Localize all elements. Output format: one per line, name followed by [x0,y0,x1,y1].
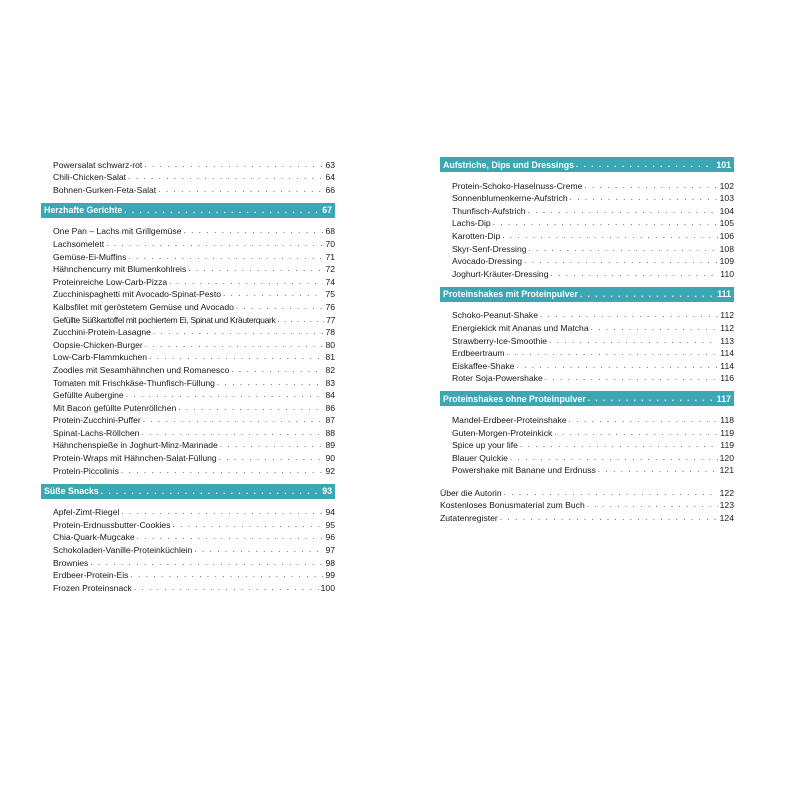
toc-entry[interactable] [41,530,335,543]
dot-leader [126,390,324,400]
page-number: 66 [325,184,335,195]
entry-title: Gefüllte Aubergine [53,390,124,401]
page-number: 104 [719,205,734,216]
page-number: 76 [325,301,335,312]
toc-entry[interactable] [41,262,335,275]
page-number: 67 [322,205,332,216]
entry-title: Süße Snacks [44,486,99,497]
dot-leader [141,428,323,438]
toc-entry[interactable] [41,580,335,593]
toc-entry[interactable] [41,413,335,426]
entry-title: Zutatenregister [440,513,498,524]
toc-entry[interactable] [440,308,734,321]
entry-title: Strawberry-Ice-Smoothie [452,335,548,346]
dot-leader [149,352,323,362]
dot-leader [545,373,719,383]
dot-leader [231,365,323,375]
page-number: 82 [325,364,335,375]
toc-entry-back-matter[interactable] [440,498,734,511]
toc-entry[interactable] [440,333,734,346]
dot-leader [178,403,323,413]
entry-title: Zucchini-Protein-Lasagne [53,327,151,338]
page-number: 78 [325,327,335,338]
entry-title: Apfel-Zimt-Riegel [53,507,120,518]
dot-leader [236,302,324,312]
page-number: 112 [720,322,734,333]
dot-leader [188,264,323,274]
page-number: 106 [719,230,734,241]
toc-entry[interactable] [440,203,734,216]
dot-leader [598,465,718,475]
page-number: 70 [325,238,335,249]
page-number: 112 [720,310,734,321]
page-number: 99 [325,570,335,581]
dot-leader [591,323,719,333]
dot-leader [550,269,718,279]
dot-leader [128,252,323,262]
section-header-suesse-snacks[interactable] [41,484,335,499]
toc-entry[interactable] [41,337,335,350]
dot-leader [106,239,323,249]
spacer [440,475,734,485]
toc-entry[interactable] [41,463,335,476]
page-number: 114 [720,348,734,359]
page-number: 110 [720,268,734,279]
toc-entry[interactable] [41,555,335,568]
dot-leader [528,206,718,216]
section-header-proteinshakes-mit[interactable] [440,287,734,302]
toc-entry[interactable] [41,224,335,237]
toc-entry[interactable] [440,438,734,451]
toc-entry[interactable] [41,517,335,530]
entry-title: Guten-Morgen-Proteinkick [452,427,553,438]
page-number: 95 [325,519,335,530]
entry-title: Herzhafte Gerichte [44,205,123,216]
dot-leader [520,440,718,450]
entry-title: Sonnenblumenkerne-Aufstrich [452,193,568,204]
dot-leader [569,415,719,425]
dot-leader [217,378,324,388]
entry-title: Oopsie-Chicken-Burger [53,339,143,350]
toc-entry[interactable] [440,412,734,425]
toc-entry[interactable] [440,371,734,384]
page-number: 103 [719,193,734,204]
section-header-proteinshakes-ohne[interactable] [440,391,734,406]
dot-leader [90,558,323,568]
toc-entry[interactable] [440,346,734,359]
entry-title: Schoko-Peanut-Shake [452,310,538,321]
toc-entry[interactable] [41,274,335,287]
entry-title: Proteinshakes ohne Proteinpulver [443,393,586,404]
entry-title: Chili-Chicken-Salat [53,172,127,183]
toc-entry[interactable] [440,425,734,438]
dot-leader [158,185,323,195]
section-header-aufstriche[interactable] [440,157,734,172]
page-number: 74 [325,276,335,287]
entry-title: Roter Soja-Powershake [452,373,543,384]
entry-title: Protein-Erdnussbutter-Cookies [53,519,171,530]
toc-entry[interactable] [440,241,734,254]
toc-entry[interactable] [41,438,335,451]
toc-entry-back-matter[interactable] [440,510,734,523]
entry-title: Kostenloses Bonusmaterial zum Buch [440,500,585,511]
entry-title: Energiekick mit Ananas und Matcha [452,322,589,333]
page-number: 101 [716,159,731,170]
dot-leader [144,160,323,170]
toc-entry[interactable] [440,228,734,241]
entry-title: Eiskaffee-Shake [452,360,515,371]
page-number: 98 [325,557,335,568]
dot-leader [580,290,715,299]
toc-entry[interactable] [41,375,335,388]
page-number: 116 [720,373,734,384]
entry-title: Tomaten mit Frischkäse-Thunfisch-Füllung [53,377,215,388]
entry-title: Joghurt-Kräuter-Dressing [452,268,549,279]
toc-column-right [440,157,734,523]
toc-entry[interactable] [440,266,734,279]
page-number: 77 [326,314,335,325]
page-number: 111 [717,289,731,300]
toc-entry[interactable] [41,299,335,312]
page-number: 75 [325,289,335,300]
toc-entry[interactable] [440,191,734,204]
dot-leader [493,218,718,228]
entry-title: Avocado-Dressing [452,256,523,267]
page-number: 83 [325,377,335,388]
entry-title: Erdbeertraum [452,348,505,359]
dot-leader [101,487,320,496]
toc-entry[interactable] [440,254,734,267]
page-number: 81 [325,352,335,363]
dot-leader [510,453,718,463]
entry-title: Karotten-Dip [452,230,501,241]
page-number: 86 [325,402,335,413]
page-number: 90 [325,453,335,464]
entry-title: One Pan – Lachs mit Grillgemüse [53,226,182,237]
page-number: 122 [719,487,734,498]
dot-leader [130,570,323,580]
dot-leader [173,520,324,530]
toc-entry[interactable] [440,450,734,463]
toc-entry[interactable] [41,236,335,249]
entry-title: Protein-Schoko-Haselnuss-Creme [452,180,583,191]
dot-leader [588,394,715,403]
toc-entry[interactable] [440,358,734,371]
toc-entry[interactable] [440,320,734,333]
page-number: 97 [325,545,335,556]
toc-entry[interactable] [41,312,335,325]
toc-entry[interactable] [440,178,734,191]
toc-entry[interactable] [41,400,335,413]
page-number: 121 [719,465,734,476]
page-number: 109 [719,256,734,267]
page-number: 63 [325,159,335,170]
toc-entry[interactable] [440,216,734,229]
entry-title: Hähnchencurry mit Blumenkohlreis [53,264,187,275]
toc-entry[interactable] [41,325,335,338]
entry-title: Lachsomelett [53,238,105,249]
page-number: 113 [720,335,734,346]
dot-leader [576,160,714,169]
dot-leader [145,340,324,350]
page-number: 71 [325,251,335,262]
dot-leader [500,513,718,523]
page-number: 72 [325,264,335,275]
entry-title: Protein-Zucchini-Puffer [53,415,141,426]
dot-leader [169,277,323,287]
page-number: 88 [325,427,335,438]
page-number: 102 [719,180,734,191]
entry-title: Powersalat schwarz-rot [53,159,143,170]
dot-leader [220,440,324,450]
page-number: 118 [720,414,734,425]
toc-entry[interactable] [440,463,734,476]
page-number: 96 [325,532,335,543]
dot-leader [524,256,718,266]
dot-leader [540,310,718,320]
toc-entry[interactable] [41,450,335,463]
entry-title: Spinat-Lachs-Röllchen [53,427,140,438]
entry-title: Mit Bacon gefüllte Putenröllchen [53,402,177,413]
page-number: 84 [325,390,335,401]
dot-leader [134,583,319,593]
toc-entry[interactable] [41,568,335,581]
dot-leader [278,315,325,325]
toc-entry[interactable] [41,170,335,183]
page-number: 80 [325,339,335,350]
page-number: 120 [719,452,734,463]
dot-leader [143,415,324,425]
entry-title: Gefüllte Süßkartoffel mit pochiertem Ei, Spinat und Kräuterquark [53,314,276,325]
dot-leader [504,488,718,498]
entry-title: Spice up your life [452,440,518,451]
entry-title: Protein-Piccolinis [53,465,119,476]
page-number: 114 [720,360,734,371]
dot-leader [502,231,717,241]
dot-leader [219,453,324,463]
page-number: 93 [322,486,332,497]
dot-leader [124,206,320,215]
page-number: 92 [325,465,335,476]
dot-leader [507,348,719,358]
section-header-herzhafte-gerichte[interactable] [41,203,335,218]
entry-title: Low-Carb-Flammkuchen [53,352,148,363]
dot-leader [184,226,324,236]
page-number: 87 [325,415,335,426]
toc-entry[interactable] [41,350,335,363]
dot-leader [223,289,323,299]
page-number: 105 [719,218,734,229]
dot-leader [584,181,717,191]
dot-leader [194,545,323,555]
entry-title: Hähnchenspieße in Joghurt-Minz-Marinade [53,440,218,451]
dot-leader [128,172,323,182]
entry-title: Frozen Proteinsnack [53,582,132,593]
page-number: 124 [719,513,734,524]
entry-title: Skyr-Senf-Dressing [452,243,527,254]
page-number: 89 [325,440,335,451]
entry-title: Schokoladen-Vanille-Proteinküchlein [53,545,193,556]
entry-title: Aufstriche, Dips und Dressings [443,159,574,170]
dot-leader [570,193,718,203]
entry-title: Erdbeer-Protein-Eis [53,570,129,581]
page-number: 119 [720,427,734,438]
entry-title: Protein-Wraps mit Hähnchen-Salat-Füllung [53,453,217,464]
entry-title: Zucchinispaghetti mit Avocado-Spinat-Pesto [53,289,221,300]
dot-leader [554,428,718,438]
toc-entry[interactable] [41,425,335,438]
entry-title: Thunfisch-Aufstrich [452,205,526,216]
toc-entry[interactable] [41,362,335,375]
entry-title: Gemüse-Ei-Muffins [53,251,127,262]
toc-entry[interactable] [41,157,335,170]
toc-entry[interactable] [41,287,335,300]
page-number: 68 [325,226,335,237]
page-number: 117 [716,393,731,404]
entry-title: Brownies [53,557,89,568]
toc-entry[interactable] [41,249,335,262]
toc-entry[interactable] [41,182,335,195]
entry-title: Proteinshakes mit Proteinpulver [443,289,578,300]
toc-entry-back-matter[interactable] [440,485,734,498]
page-number: 94 [325,507,335,518]
entry-title: Mandel-Erdbeer-Proteinshake [452,414,567,425]
entry-title: Über die Autorin [440,487,502,498]
entry-title: Chia-Quark-Mugcake [53,532,135,543]
dot-leader [587,500,718,510]
dot-leader [121,466,324,476]
dot-leader [153,327,324,337]
page-number: 100 [320,582,335,593]
entry-title: Lachs-Dip [452,218,491,229]
dot-leader [516,361,718,371]
dot-leader [549,336,718,346]
toc-column-left [41,157,335,593]
entry-title: Zoodles mit Sesamhähnchen und Romanesco [53,364,230,375]
page-number: 119 [720,440,734,451]
page-number: 108 [719,243,734,254]
toc-entry[interactable] [41,505,335,518]
page-number: 123 [719,500,734,511]
entry-title: Kalbsfilet mit geröstetem Gemüse und Avocado [53,301,234,312]
page-number: 64 [325,172,335,183]
entry-title: Powershake mit Banane und Erdnuss [452,465,596,476]
dot-leader [529,244,718,254]
toc-entry[interactable] [41,388,335,401]
entry-title: Blauer Quickie [452,452,508,463]
entry-title: Bohnen-Gurken-Feta-Salat [53,184,157,195]
dot-leader [121,507,323,517]
dot-leader [137,532,324,542]
entry-title: Proteinreiche Low-Carb-Pizza [53,276,168,287]
toc-entry[interactable] [41,542,335,555]
